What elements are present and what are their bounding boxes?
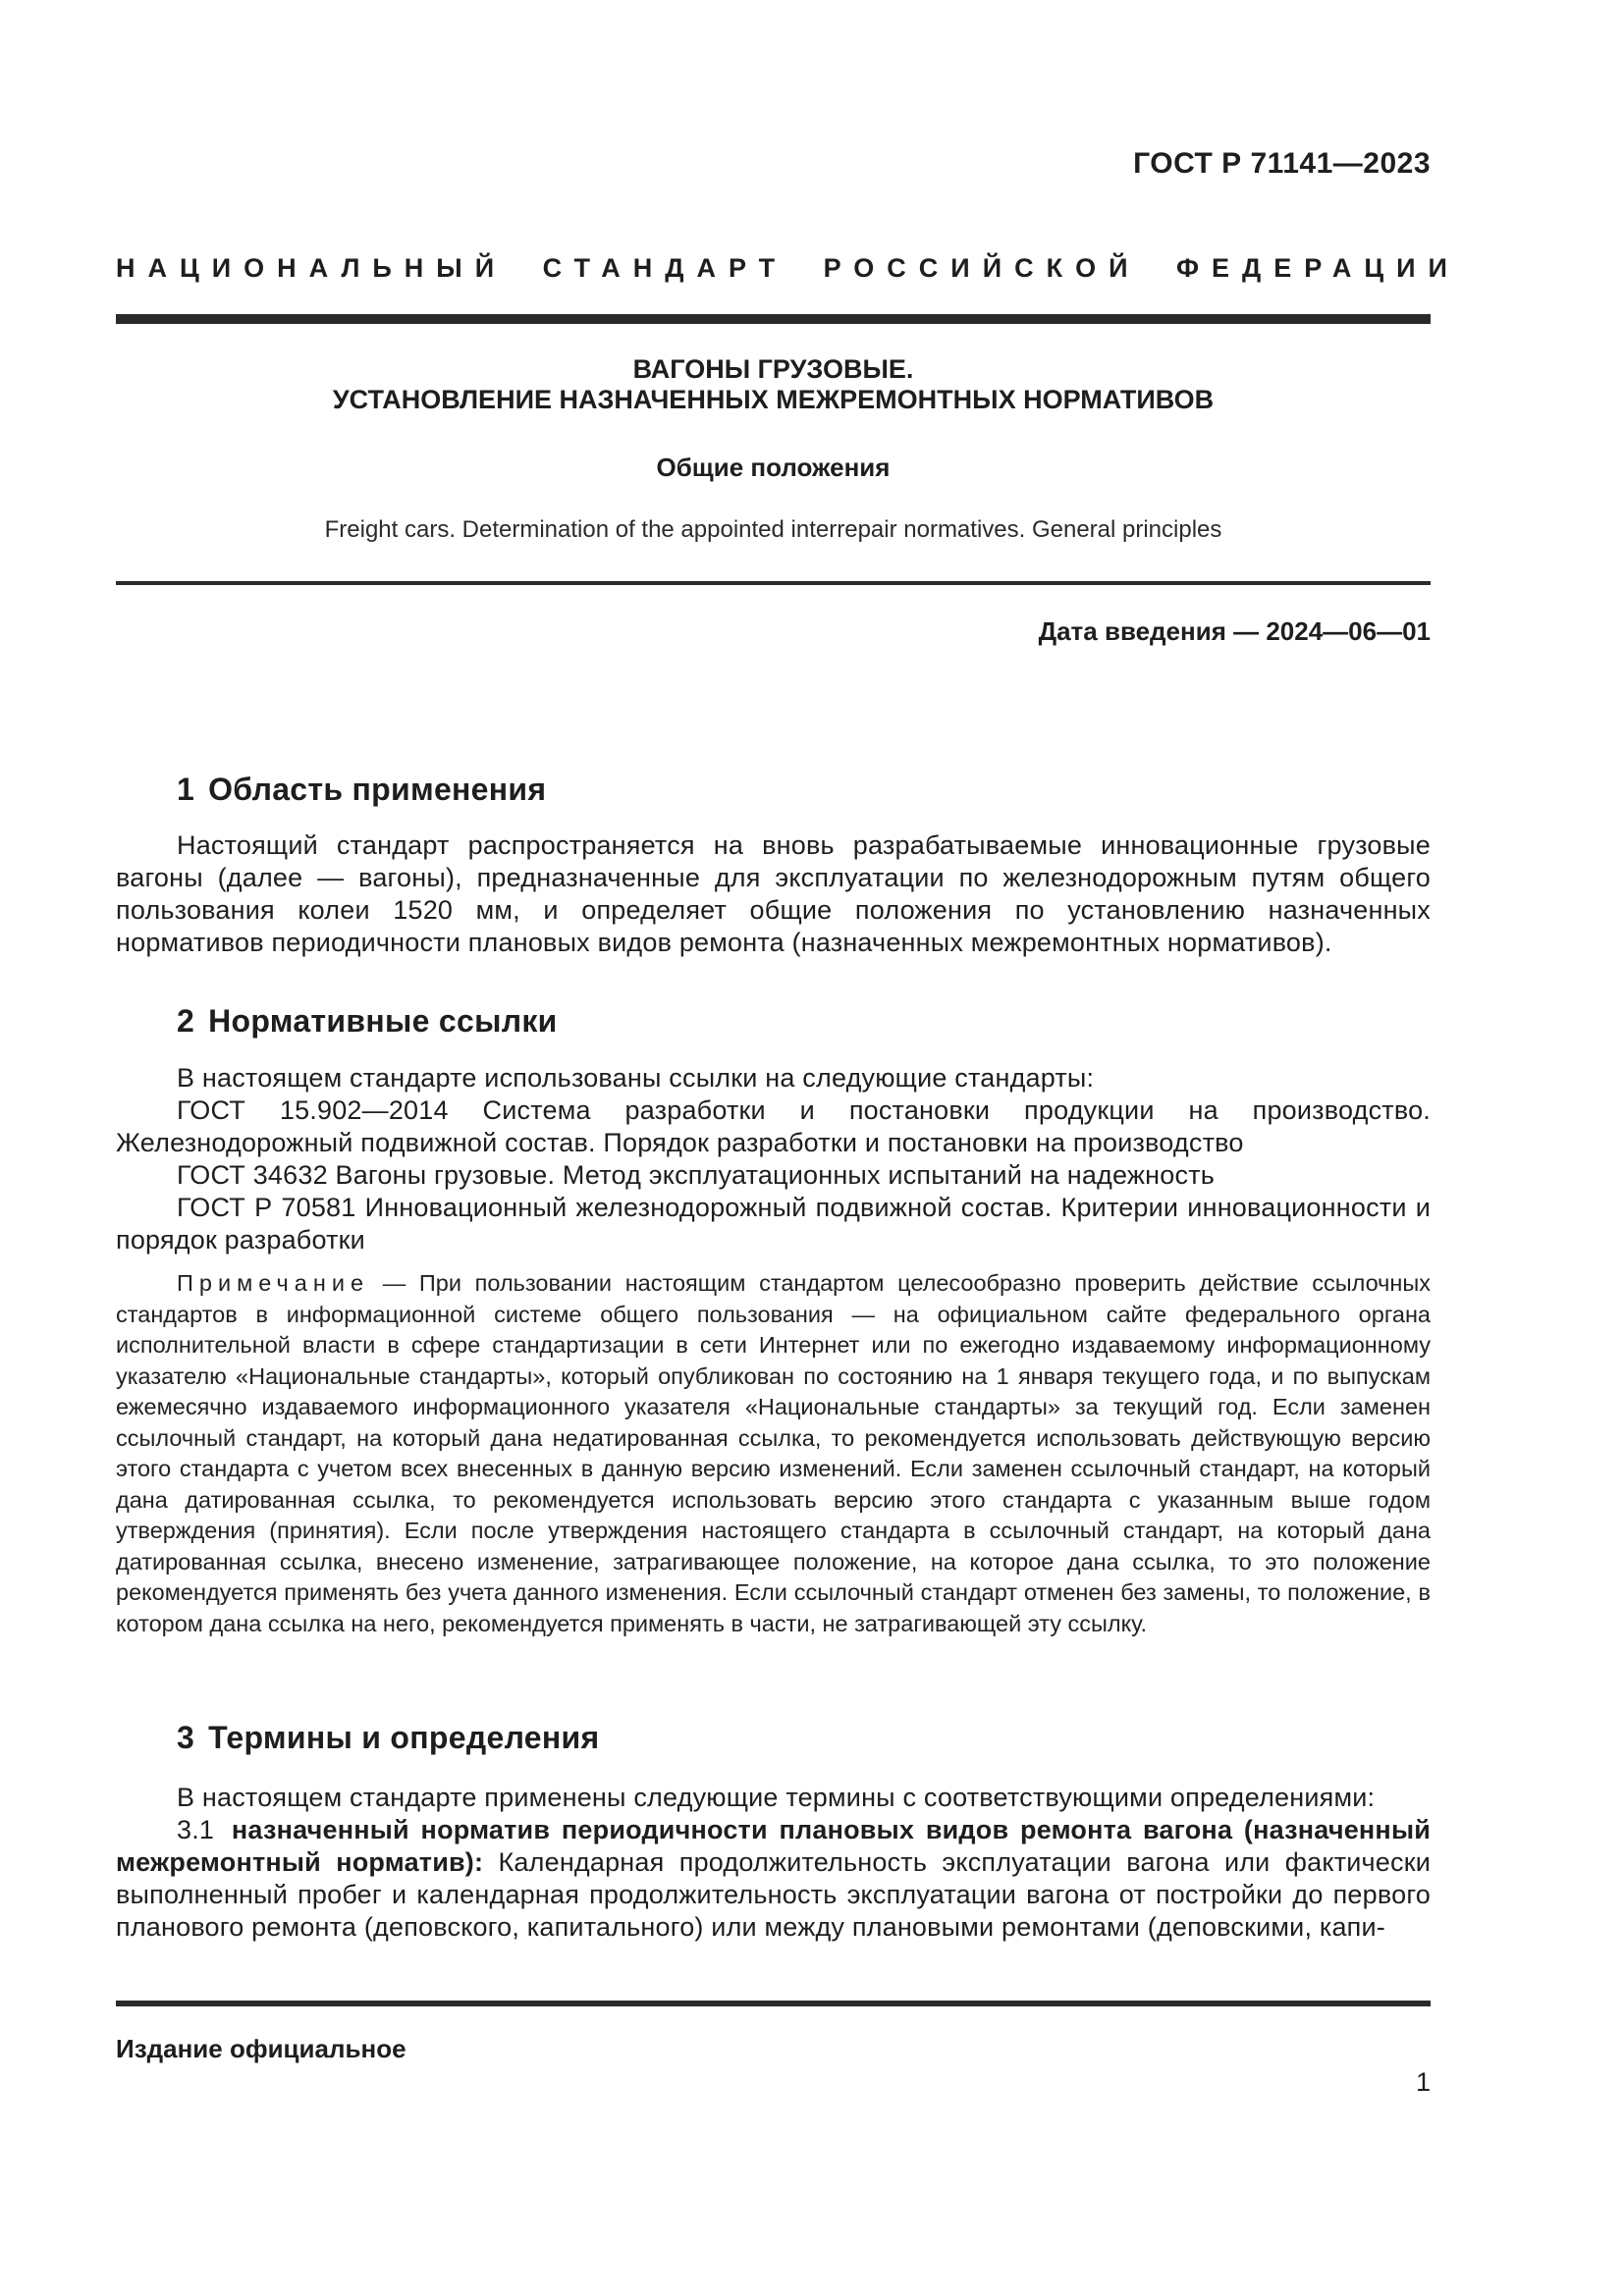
section-1-heading [116, 772, 1491, 808]
term-number: 3.1 [177, 1815, 215, 1844]
official-edition-label: Издание официальное [116, 2034, 406, 2063]
doc-title-line2: УСТАНОВЛЕНИЕ НАЗНАЧЕННЫХ МЕЖРЕМОНТНЫХ НОРМАТИВОВ [332, 385, 1215, 414]
footer-rule [116, 2001, 1431, 2006]
section-2-number: 2 [177, 1003, 195, 1039]
note-label: Примечание [177, 1270, 370, 1296]
doc-subtitle: Общие положения [656, 453, 891, 482]
standard-reference: ГОСТ Р 70581 Инновационный железнодорожный подвижной состав. Критерии инновационности и порядок разработки [116, 1193, 1431, 1255]
section-2-heading [116, 1003, 1491, 1040]
paragraph: Настоящий стандарт распространяется на вновь разрабатываемые инновационные грузовые вагоны (далее — вагоны), предназначенные для эксплуатации по железнодорожным путям общего пользования колеи 1520 мм, и определяет общие положения по установлению назначенных нормативов периодичности плановых видов ремонта (назначенных межремонтных нормативов). [116, 830, 1431, 957]
doc-subtitle-en: Freight cars. Determination of the appointed interrepair normatives. General principles [324, 516, 1222, 543]
paragraph: В настоящем стандарте использованы ссылки на следующие стандарты: [177, 1063, 1095, 1093]
section-1-body [116, 829, 1431, 959]
section-3-title: Термины и определения [208, 1720, 600, 1755]
section-1-number: 1 [177, 772, 195, 807]
effective-date: Дата введения — 2024—06—01 [1038, 616, 1431, 646]
standard-reference: ГОСТ 34632 Вагоны грузовые. Метод эксплуатационных испытаний на надежность [177, 1160, 1216, 1190]
section-3-heading [116, 1720, 1491, 1756]
doc-title [116, 354, 1431, 415]
term-text: Календарная продолжительность эксплуатации вагона или фактически выполненный пробег и календарная продолжительность эксплуатации вагона от постройки до первого планового ремонта (деповского, капитального) или между плановыми ремонтами (деповскими, капи- [116, 1847, 1432, 1942]
standard-banner: НАЦИОНАЛЬНЫЙ СТАНДАРТ РОССИЙСКОЙ ФЕДЕРАЦИИ [116, 253, 1460, 283]
note-paragraph [116, 1268, 1431, 1639]
term-definition [116, 1814, 1431, 1944]
section-2-body [116, 1062, 1431, 1256]
doc-title-line1: ВАГОНЫ ГРУЗОВЫЕ. [632, 354, 914, 384]
term-name: назначенный норматив периодичности плановых видов ремонта вагона (назначенный межремонтный норматив): [116, 1815, 1431, 1877]
section-2-title: Нормативные ссылки [208, 1003, 558, 1039]
section-3-body [116, 1782, 1431, 1944]
note-text: — При пользовании настоящим стандартом целесообразно проверить действие ссылочных стандартов в информационной системе общего пользования — на официальном сайте федерального органа исполнительной власти в сфере стандартизации в сети Интернет или по ежегодно издаваемому информационному указателю «Национальные стандарты», который опубликован по состоянию на 1 января текущего года, и по выпускам ежемесячно издаваемого информационного указателя «Национальные стандарты» за текущий год. Если заменен ссылочный стандарт, на который дана недатированная ссылка, то рекомендуется использовать действующую версию этого стандарта с учетом всех внесенных в данную версию изменений. Если заменен ссылочный стандарт, на который дана датированная ссылка, то рекомендуется использовать версию этого стандарта с указанным выше годом утверждения (принятия). Если после утверждения настоящего стандарта в ссылочный стандарт, на который дана датированная ссылка, внесено изменение, затрагивающее положение, на которое дана ссылка, то это положение рекомендуется применять без учета данного изменения. Если ссылочный стандарт отменен без замены, то положение, в котором дана ссылка на него, рекомендуется применять в части, не затрагивающей эту ссылку. [116, 1270, 1431, 1636]
section-1-title: Область применения [208, 772, 547, 807]
page-number: 1 [1415, 2067, 1431, 2097]
title-rule [116, 581, 1431, 585]
paragraph: В настоящем стандарте применены следующие термины с соответствующими определениями: [177, 1783, 1376, 1812]
section-3-number: 3 [177, 1720, 195, 1755]
standard-reference: ГОСТ 15.902—2014 Система разработки и постановки продукции на производство. Железнодорожный подвижной состав. Порядок разработки и постановки на производство [116, 1095, 1431, 1157]
header-rule [116, 314, 1431, 324]
doc-number: ГОСТ Р 71141—2023 [1133, 147, 1431, 180]
